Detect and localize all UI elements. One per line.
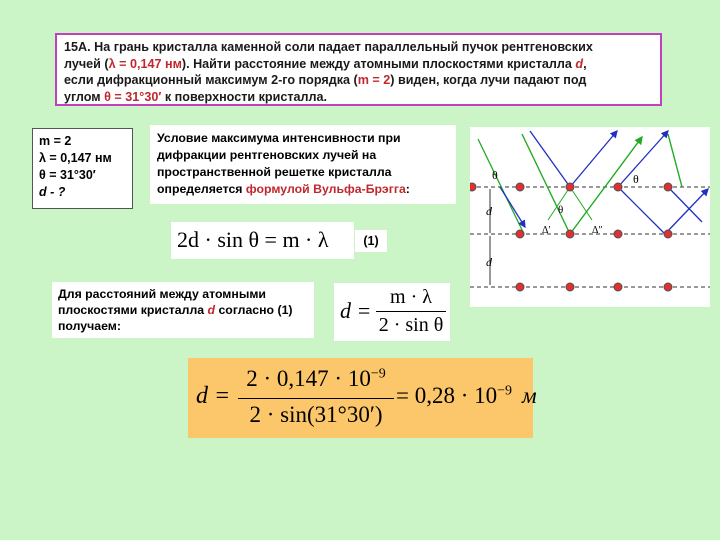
given-item: m = 2: [39, 134, 72, 148]
result-value: = $0,28 \cdot 10^{-9}$ м: [396, 383, 537, 408]
fraction-bar: [376, 311, 446, 312]
delta-label: Δ″: [592, 225, 603, 236]
bragg-formula: 2d · sin θ = m · λ: [171, 222, 354, 259]
problem-statement: [55, 33, 662, 106]
reflected-ray-green: [570, 137, 642, 234]
given-item: λ = 0,147 нм: [39, 151, 112, 165]
given-item: θ = 31°30′: [39, 168, 96, 182]
theta-label: θ: [633, 172, 639, 186]
given-box: [32, 128, 133, 209]
interpretation-text: Для расстояний между атомными плоскостями кристалла d согласно (1) получаем:: [52, 282, 314, 338]
result-formula: [188, 358, 537, 438]
diagram-svg: [470, 127, 710, 307]
problem-number: 15А.: [64, 40, 91, 54]
condition-text: Условие максимума интенсивности при дифракции рентгеновских лучей на пространственной решетке кристалла определяется формулой Вульфа-Брэгга:: [150, 125, 456, 204]
incident-ray-green: [522, 134, 570, 234]
formula-name: формулой Вульфа-Брэгга: [245, 182, 406, 196]
angle-value: θ = 31°30′: [104, 89, 162, 104]
incident-ray: [668, 187, 702, 222]
incident-ray: [500, 187, 525, 227]
problem-line-2: лучей (λ = 0,147 нм). Найти расстояние между атомными плоскостями кристалла d,: [64, 56, 587, 71]
problem-line-3: если дифракционный максимум 2-го порядка (m = 2) виден, когда лучи падают под: [64, 73, 587, 87]
reflected-ray: [665, 189, 708, 234]
wave-ray: [668, 134, 682, 187]
d-label: d: [486, 255, 492, 269]
given-item: d - ?: [39, 185, 66, 199]
d-variable: d: [207, 303, 216, 317]
formula-lhs: d =: [340, 298, 372, 323]
d-label: d: [486, 204, 492, 218]
lambda-value: λ = 0,147 нм: [108, 56, 182, 71]
formula-number: (1): [355, 230, 387, 252]
fraction-bar: [238, 398, 394, 399]
order-value: m = 2: [357, 73, 391, 87]
result-denominator: 2 · sin(31°30′): [249, 402, 383, 427]
reflected-ray: [570, 131, 617, 187]
theta-label: θ: [492, 168, 498, 182]
problem-line-4: углом θ = 31°30′ к поверхности кристалла.: [64, 89, 328, 104]
perpendicular: [570, 187, 592, 220]
incident-ray: [530, 131, 570, 187]
problem-line-1: 15А. На грань кристалла каменной соли падает параллельный пучок рентгеновских: [64, 40, 593, 54]
d-variable: d: [575, 56, 584, 71]
bragg-diagram: [470, 127, 710, 307]
result-lhs: d =: [196, 383, 231, 409]
incident-ray: [618, 187, 665, 234]
formula-numerator: m · λ: [390, 286, 432, 308]
formula-denominator: 2 · sin θ: [378, 314, 444, 336]
result-numerator: $2 \cdot 0,147 \cdot 10^{-9}$: [246, 366, 386, 391]
theta-label: θ: [558, 204, 564, 216]
atoms: [470, 183, 672, 291]
d-formula: [334, 283, 450, 341]
delta-label: Δ′: [542, 225, 551, 236]
